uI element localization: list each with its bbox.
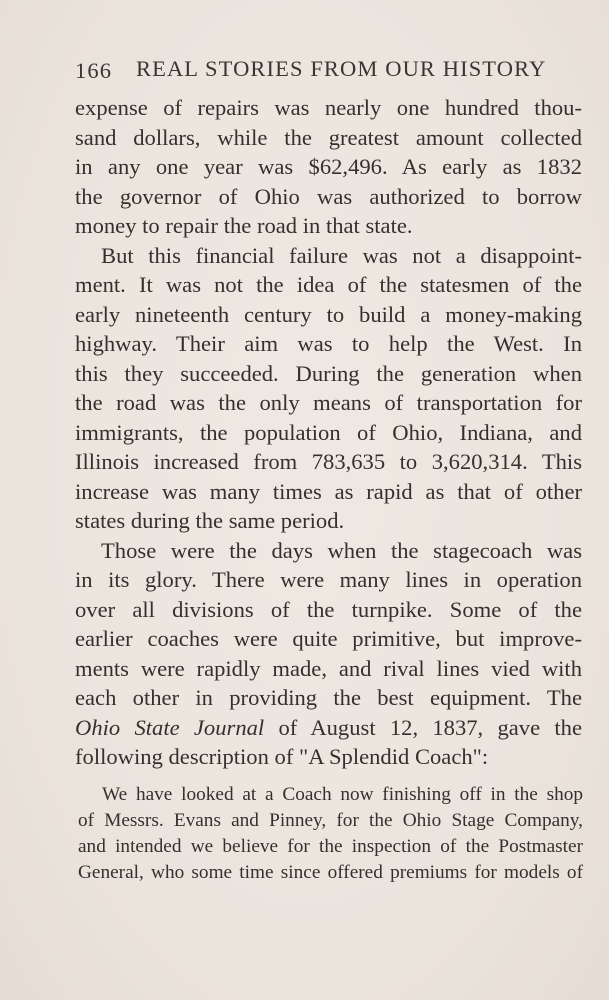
quote-line: We have looked at a Coach now finishing off in the shop [102, 784, 583, 805]
text-line [75, 713, 582, 743]
text-line: Those were the days when the stagecoach was [101, 537, 582, 563]
text-line: the governor of Ohio was authorized to borrow [75, 183, 582, 209]
text-line: But this financial failure was not a disappoint- [101, 242, 582, 268]
text-line: over all divisions of the turnpike. Some of the [75, 596, 582, 622]
text-line: highway. Their aim was to help the West. In [75, 331, 582, 356]
text-line: states during the same period. [75, 508, 345, 533]
page-number: 166 [75, 58, 113, 83]
text-line: immigrants, the population of Ohio, Indiana, and [75, 419, 582, 445]
text-line: early nineteenth century to build a money-making [75, 301, 582, 327]
quote-line: General, who some time since offered premiums for models of [78, 862, 583, 883]
text-line: money to repair the road in that state. [75, 213, 413, 238]
text-line: sand dollars, while the greatest amount collected [75, 124, 582, 150]
text-line: this they succeeded. During the generation when [75, 360, 582, 386]
text-line: ments were rapidly made, and rival lines vied with [75, 655, 582, 681]
text-line: Illinois increased from 783,635 to 3,620,314. This [75, 449, 582, 474]
quote-line: and intended we believe for the inspection of the Postmaster [78, 836, 583, 857]
text-line: expense of repairs was nearly one hundred thou- [75, 95, 582, 120]
journal-line-rest: of August 12, 1837, gave the [264, 714, 583, 740]
running-header [75, 52, 545, 86]
quote-line: of Messrs. Evans and Pinney, for the Ohio Stage Company, [78, 810, 583, 831]
text-line: earlier coaches were quite primitive, but improve- [75, 626, 582, 651]
text-line: in any one year was $62,496. As early as 1832 [75, 154, 582, 179]
text-line: the road was the only means of transportation for [75, 390, 582, 415]
running-title: REAL STORIES FROM OUR HISTORY [136, 56, 547, 81]
journal-title: Ohio State Journal [75, 714, 265, 740]
text-line: each other in providing the best equipment. The [75, 685, 582, 710]
text-line: in its glory. There were many lines in operation [75, 567, 582, 592]
text-line: ment. It was not the idea of the statesmen of the [75, 272, 582, 297]
text-line: following description of "A Splendid Coach": [75, 744, 489, 769]
text-line: increase was many times as rapid as that of other [75, 478, 582, 504]
